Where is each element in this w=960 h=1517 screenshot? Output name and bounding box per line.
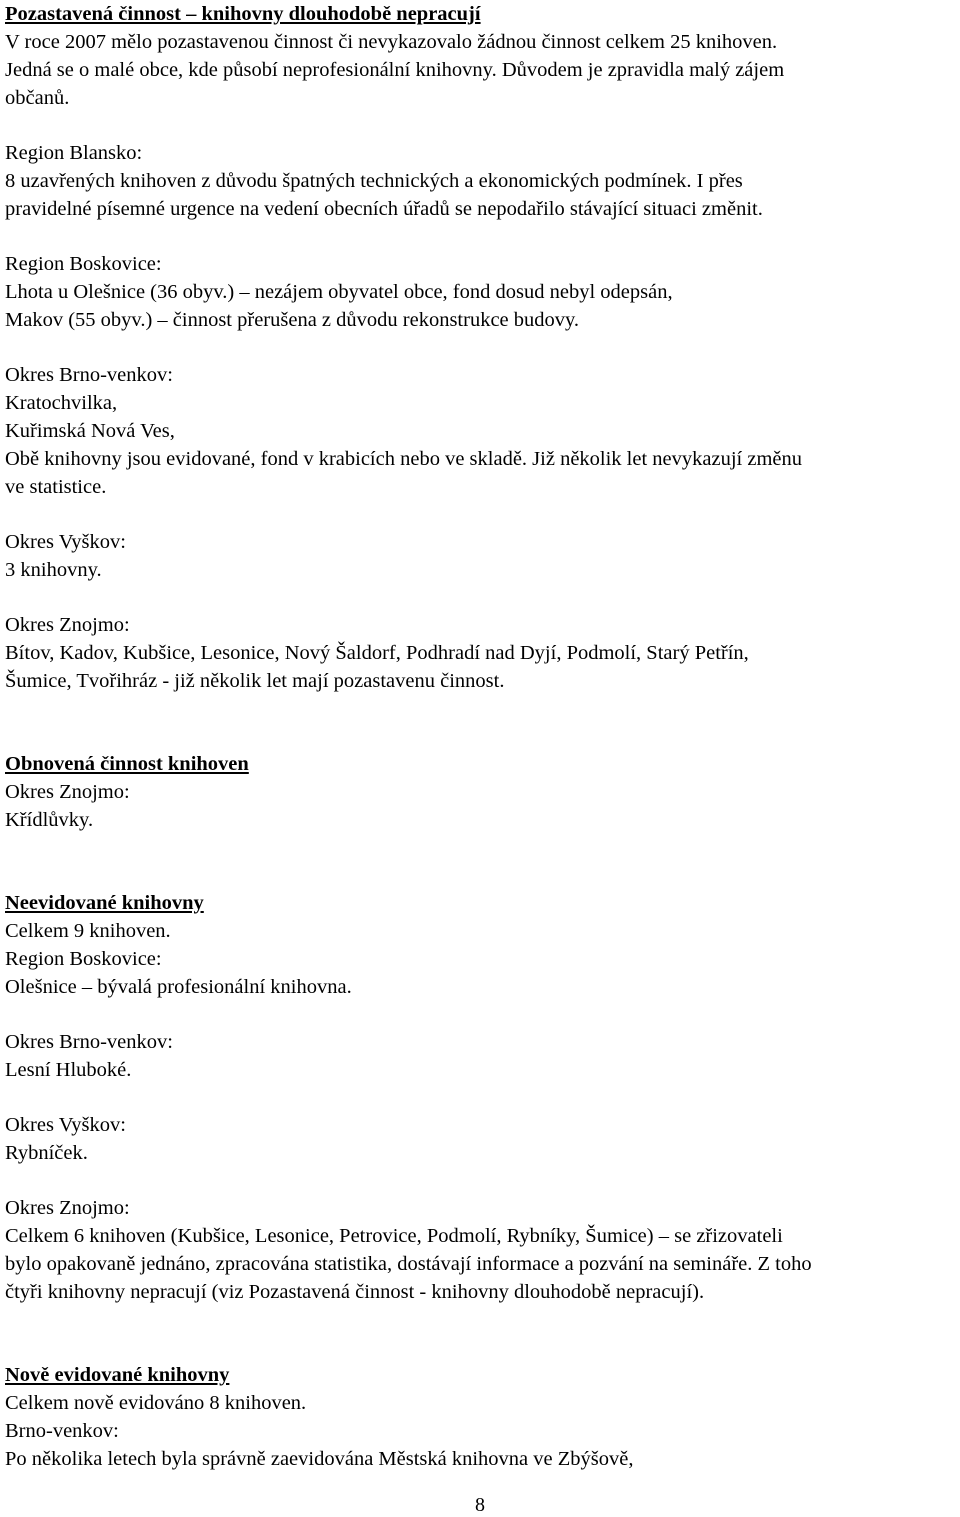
section-heading: Neevidované knihovny (5, 892, 204, 914)
block-line: Makov (55 obyv.) – činnost přerušena z důvodu rekonstrukce budovy. (5, 309, 580, 331)
block-line: Lesní Hluboké. (5, 1059, 132, 1081)
block-label: Okres Vyškov: (5, 1114, 126, 1136)
intro-line: Olešnice – bývalá profesionální knihovna. (5, 976, 352, 998)
intro-line: V roce 2007 mělo pozastavenou činnost či nevykazovalo žádnou činnost celkem 25 knihoven. (5, 31, 778, 53)
document-page (5, 0, 955, 1473)
block-line: 3 knihovny. (5, 559, 102, 581)
section-heading: Nově evidované knihovny (5, 1364, 230, 1386)
paragraph-block (5, 1028, 955, 1084)
section-3 (5, 1361, 955, 1473)
section-2 (5, 889, 955, 1306)
block-line: Lhota u Olešnice (36 obyv.) – nezájem obyvatel obce, fond dosud nebyl odepsán, (5, 281, 673, 303)
paragraph-block (5, 1194, 955, 1306)
page-number: 8 (475, 1494, 485, 1516)
paragraph-block (5, 250, 955, 334)
block-label: Region Blansko: (5, 142, 143, 164)
block-line: 8 uzavřených knihoven z důvodu špatných technických a ekonomických podmínek. I přes (5, 170, 743, 192)
intro-line: Křídlůvky. (5, 809, 94, 831)
intro-line: Okres Znojmo: (5, 781, 130, 803)
block-label: Okres Brno-venkov: (5, 1031, 173, 1053)
paragraph-block (5, 528, 955, 584)
intro-line: Brno-venkov: (5, 1420, 119, 1442)
intro-line: Region Boskovice: (5, 948, 162, 970)
block-line: čtyři knihovny nepracují (viz Pozastavená činnost - knihovny dlouhodobě nepracují). (5, 1281, 705, 1303)
block-line: Celkem 6 knihoven (Kubšice, Lesonice, Petrovice, Podmolí, Rybníky, Šumice) – se zřizovateli (5, 1225, 783, 1247)
intro-line: občanů. (5, 87, 70, 109)
block-line: Obě knihovny jsou evidované, fond v krabicích nebo ve skladě. Již několik let nevykazují změnu (5, 448, 803, 470)
section-1 (5, 750, 955, 834)
section-0 (5, 0, 955, 695)
block-line: Bítov, Kadov, Kubšice, Lesonice, Nový Šaldorf, Podhradí nad Dyjí, Podmolí, Starý Petřín, (5, 642, 749, 664)
section-heading: Pozastavená činnost – knihovny dlouhodobě nepracují (5, 3, 481, 25)
block-label: Okres Znojmo: (5, 614, 130, 636)
block-line: Kuřimská Nová Ves, (5, 420, 175, 442)
block-line: Rybníček. (5, 1142, 88, 1164)
paragraph-block (5, 611, 955, 695)
block-line: Šumice, Tvořihráz - již několik let mají pozastavenu činnost. (5, 670, 505, 692)
block-line: ve statistice. (5, 476, 107, 498)
intro-line: Celkem nově evidováno 8 knihoven. (5, 1392, 307, 1414)
block-label: Okres Znojmo: (5, 1197, 130, 1219)
block-label: Okres Vyškov: (5, 531, 126, 553)
intro-line: Po několika letech byla správně zaevidována Městská knihovna ve Zbýšově, (5, 1448, 634, 1470)
paragraph-block (5, 361, 955, 501)
block-label: Region Boskovice: (5, 253, 162, 275)
intro-line: Celkem 9 knihoven. (5, 920, 171, 942)
section-heading: Obnovená činnost knihoven (5, 753, 249, 775)
block-label: Okres Brno-venkov: (5, 364, 173, 386)
block-line: bylo opakovaně jednáno, zpracována statistika, dostávají informace a pozvání na semináře. Z toho (5, 1253, 812, 1275)
intro-line: Jedná se o malé obce, kde působí neprofesionální knihovny. Důvodem je zpravidla malý zájem (5, 59, 785, 81)
block-line: Kratochvilka, (5, 392, 118, 414)
block-line: pravidelné písemné urgence na vedení obecních úřadů se nepodařilo stávající situaci změnit. (5, 198, 763, 220)
paragraph-block (5, 1111, 955, 1167)
paragraph-block (5, 139, 955, 223)
